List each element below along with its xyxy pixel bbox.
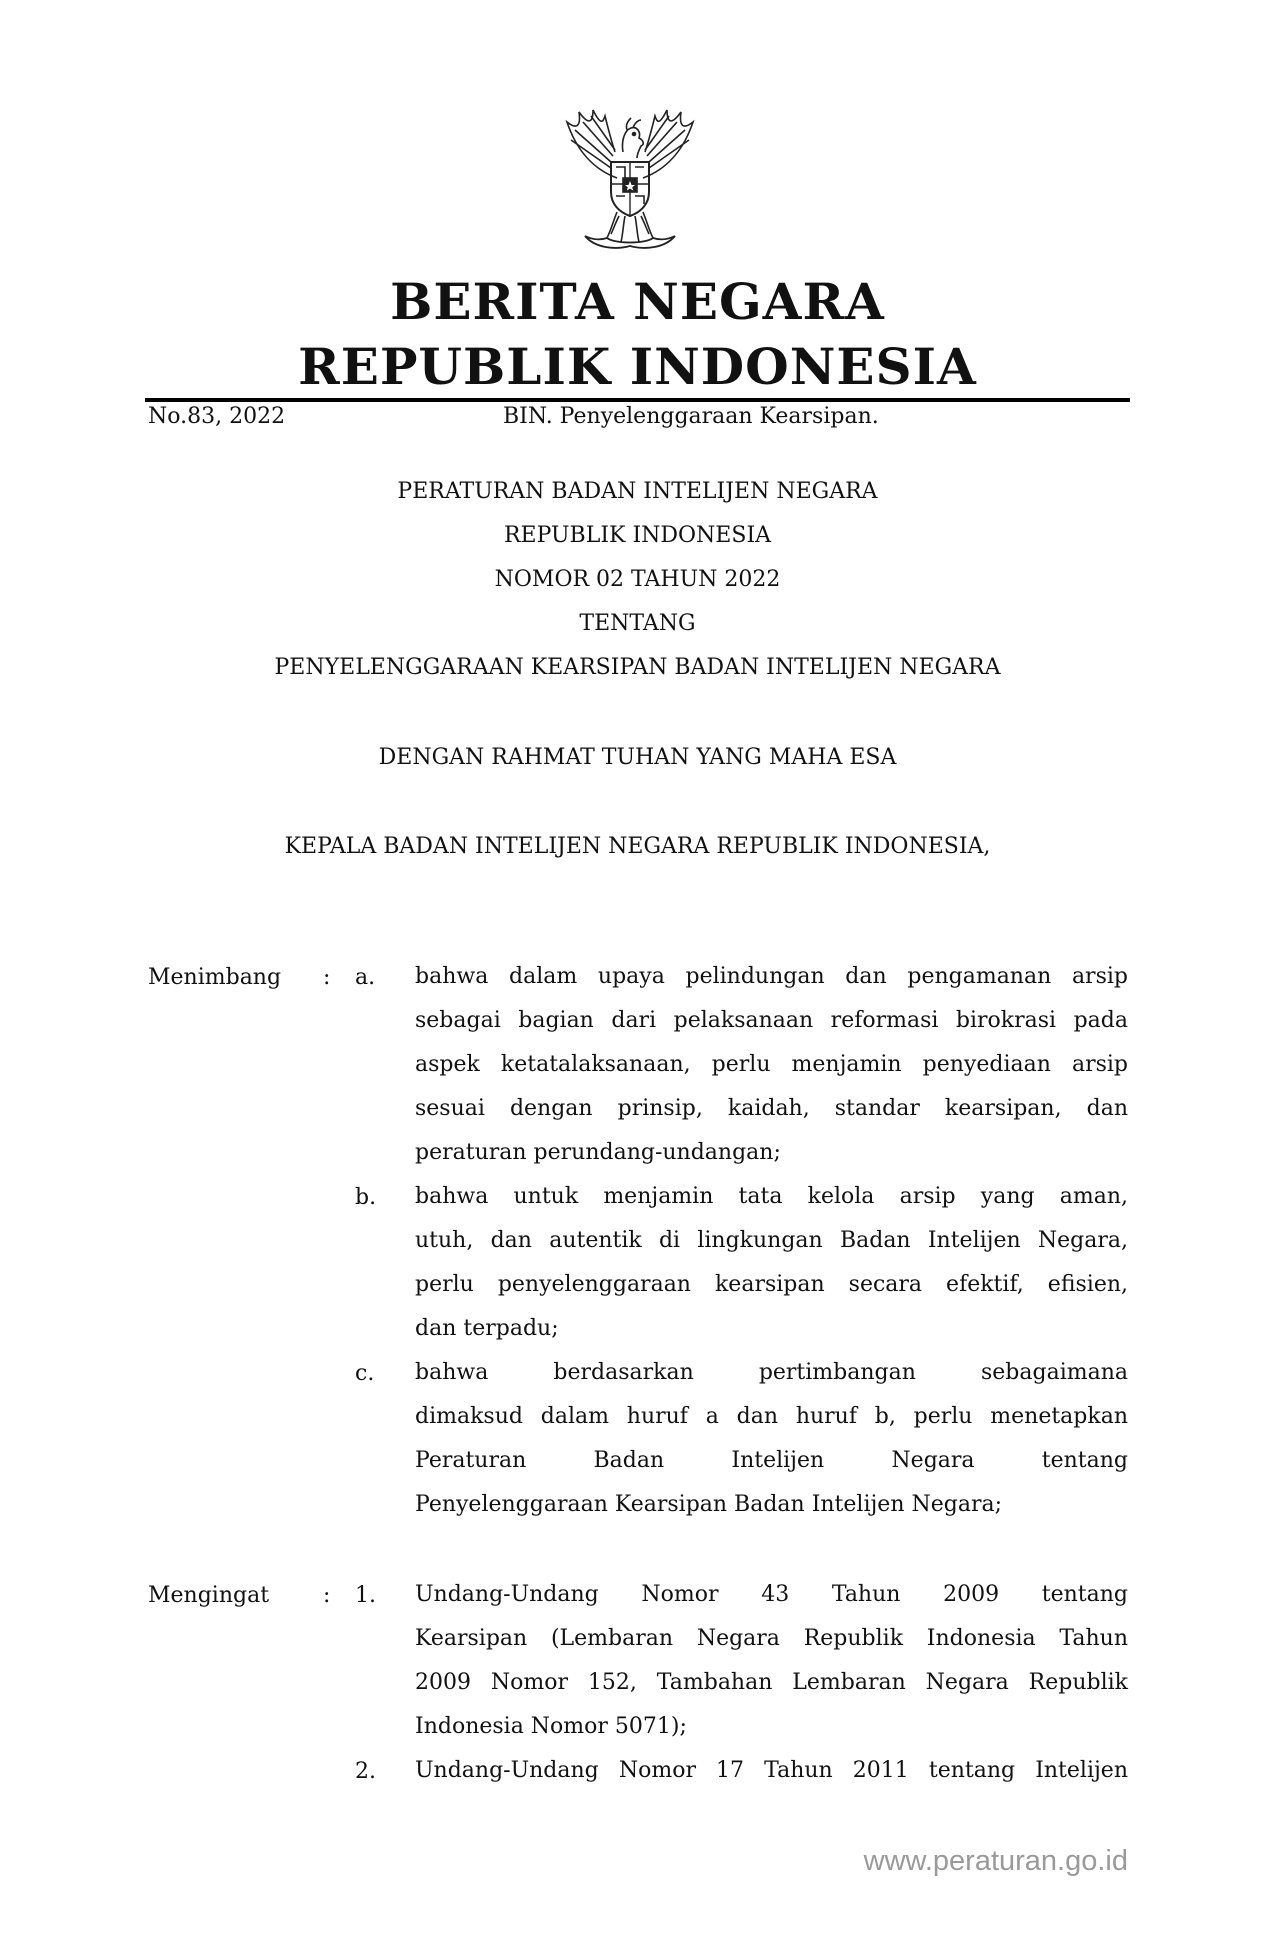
issuing-authority: KEPALA BADAN INTELIJEN NEGARA REPUBLIK INDONESIA, xyxy=(284,834,991,859)
text-line: bahwa berdasarkan pertimbangan sebagaimana xyxy=(415,1360,1128,1385)
list-item xyxy=(415,1749,1128,1793)
text-line: utuh, dan autentik di lingkungan Badan Intelijen Negara, xyxy=(415,1228,1128,1253)
text-line: Undang-Undang Nomor 43 Tahun 2009 tentang xyxy=(415,1582,1128,1607)
text-line: peraturan perundang-undangan; xyxy=(415,1140,781,1165)
section-label-mengingat: Mengingat xyxy=(148,1583,270,1608)
regulation-title-line: REPUBLIK INDONESIA xyxy=(503,523,772,548)
issue-number: No.83, 2022 xyxy=(148,404,286,429)
text-line: Penyelenggaraan Kearsipan Badan Intelijen Negara; xyxy=(415,1492,1003,1517)
section-colon: : xyxy=(323,965,331,990)
text-line: bahwa dalam upaya pelindungan dan pengamanan arsip xyxy=(415,964,1128,989)
text-line: Indonesia Nomor 5071); xyxy=(415,1714,687,1739)
text-line: perlu penyelenggaraan kearsipan secara efektif, efisien, xyxy=(415,1272,1128,1297)
source-website-link[interactable]: www.peraturan.go.id xyxy=(863,1845,1128,1877)
text-line: aspek ketatalaksanaan, perlu menjamin penyediaan arsip xyxy=(415,1052,1128,1077)
list-item xyxy=(415,1351,1128,1527)
list-item xyxy=(415,1175,1128,1351)
item-marker: c. xyxy=(355,1361,375,1386)
text-line: Kearsipan (Lembaran Negara Republik Indonesia Tahun xyxy=(415,1626,1128,1651)
text-line: sesuai dengan prinsip, kaidah, standar kearsipan, dan xyxy=(415,1096,1128,1121)
text-line: bahwa untuk menjamin tata kelola arsip yang aman, xyxy=(415,1184,1128,1209)
regulation-title-line: PERATURAN BADAN INTELIJEN NEGARA xyxy=(397,479,878,504)
item-marker: b. xyxy=(355,1185,377,1210)
invocation: DENGAN RAHMAT TUHAN YANG MAHA ESA xyxy=(378,745,897,770)
item-marker: 2. xyxy=(355,1759,376,1784)
item-marker: 1. xyxy=(355,1583,376,1608)
text-line: Peraturan Badan Intelijen Negara tentang xyxy=(415,1448,1128,1473)
masthead-title: BERITA NEGARA xyxy=(390,272,885,331)
text-line: dimaksud dalam huruf a dan huruf b, perlu menetapkan xyxy=(415,1404,1128,1429)
text-line: 2009 Nomor 152, Tambahan Lembaran Negara Republik xyxy=(415,1670,1128,1695)
masthead-subtitle: REPUBLIK INDONESIA xyxy=(298,337,977,396)
section-label-menimbang: Menimbang xyxy=(148,965,282,990)
text-line: dan terpadu; xyxy=(415,1316,559,1341)
text-line: sebagai bagian dari pelaksanaan reformasi birokrasi pada xyxy=(415,1008,1128,1033)
garuda-emblem-icon xyxy=(555,100,705,260)
regulation-number: NOMOR 02 TAHUN 2022 xyxy=(494,567,781,592)
section-colon: : xyxy=(323,1583,331,1608)
regulation-subject: PENYELENGGARAAN KEARSIPAN BADAN INTELIJEN NEGARA xyxy=(274,655,1001,680)
list-item xyxy=(415,955,1128,1175)
issue-topic: BIN. Penyelenggaraan Kearsipan. xyxy=(503,404,879,429)
text-line: Undang-Undang Nomor 17 Tahun 2011 tentang Intelijen xyxy=(415,1758,1128,1783)
masthead-divider xyxy=(145,398,1130,402)
regulation-about: TENTANG xyxy=(579,611,696,636)
list-item xyxy=(415,1573,1128,1749)
item-marker: a. xyxy=(355,965,376,990)
